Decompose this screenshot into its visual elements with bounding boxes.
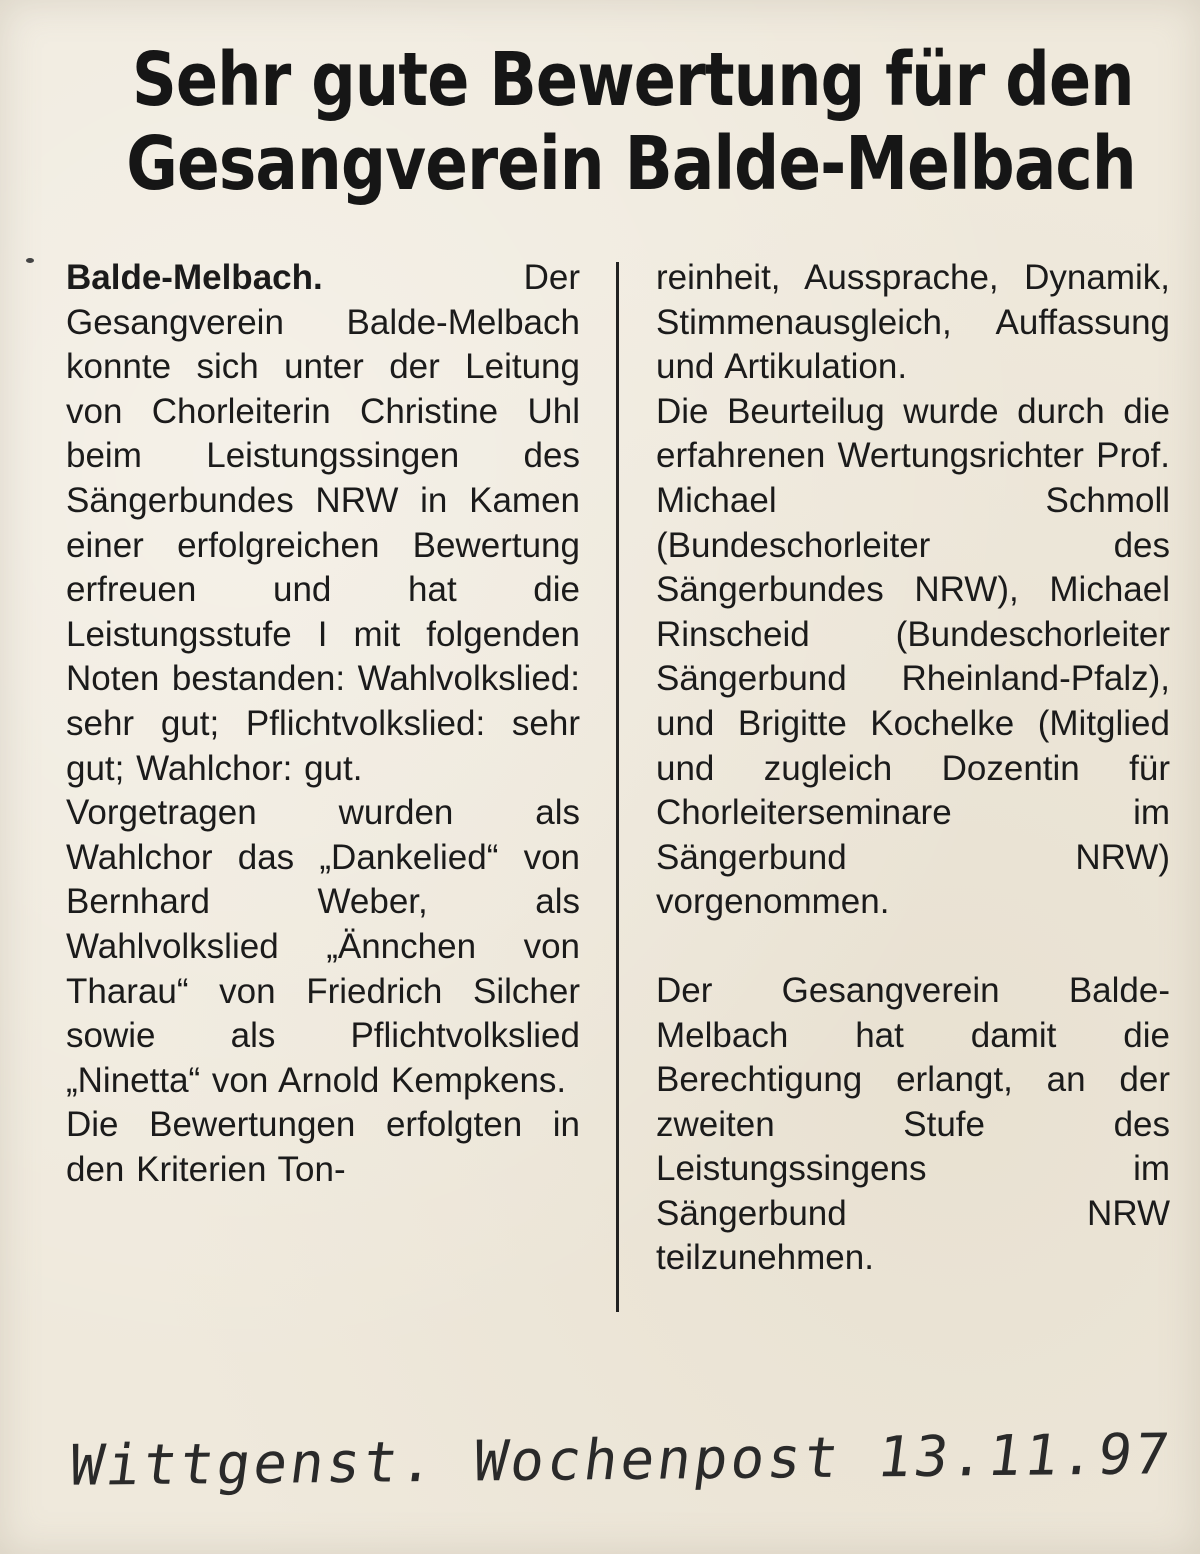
print-speck	[26, 258, 34, 263]
paragraph-performance: Vorgetragen wurden als Wahlchor das „Dankelied“ von Bernhard Weber, als Wahlvolkslied „Ännchen von Tharau“ von Friedrich Silcher sowie als Pflichtvolkslied „Ninetta“ von Arnold Kempkens.	[66, 793, 580, 1100]
headline	[40, 38, 1190, 206]
headline-line-1: Sehr gute Bewertung für den	[132, 37, 1134, 123]
column-divider	[616, 262, 619, 1312]
dateline: Balde-Melbach.	[66, 258, 323, 297]
article-column-right	[656, 256, 1170, 1281]
paragraph-intro	[66, 256, 580, 791]
headline-line-2: Gesangverein Balde-Melbach	[126, 121, 1136, 207]
paragraph-judges: Die Beurteilug wurde durch die erfahrenen Wertungsrichter Prof. Michael Schmoll (Bundeschorleiter des Sängerbundes NRW), Michael Rinscheid (Bundeschorleiter Sängerbund Rheinland-Pfalz), und Brigitte Kochelke (Mitglied und zugleich Dozentin für Chorleiterseminare im Sängerbund NRW) vorgenommen.	[656, 391, 1170, 922]
handwritten-source-note: Wittgenst. Wochenpost 13.11.97	[65, 1422, 1176, 1499]
paragraph-criteria-start: Die Bewertungen erfolgten in den Kriterien Ton-	[66, 1105, 580, 1189]
paragraph-criteria-end: reinheit, Aussprache, Dynamik, Stimmenausgleich, Auffassung und Artikulation.	[656, 258, 1170, 387]
paragraph-conclusion: Der Gesangverein Balde-Melbach hat damit die Berechtigung erlangt, an der zweiten Stufe des Leistungssingens im Sängerbund NRW teilzunehmen.	[656, 970, 1170, 1278]
article-column-left	[66, 256, 580, 1192]
paragraph-intro-text: Der Gesangverein Balde-Melbach konnte sich unter der Leitung von Chorleiterin Christine Uhl beim Leistungssingen des Sängerbundes NRW in Kamen einer erfolgreichen Bewertung erfreuen und hat die Leistungsstufe I mit folgenden Noten bestanden: Wahlvolkslied: sehr gut; Pflichtvolkslied: sehr gut; Wahlchor: gut.	[66, 258, 580, 788]
